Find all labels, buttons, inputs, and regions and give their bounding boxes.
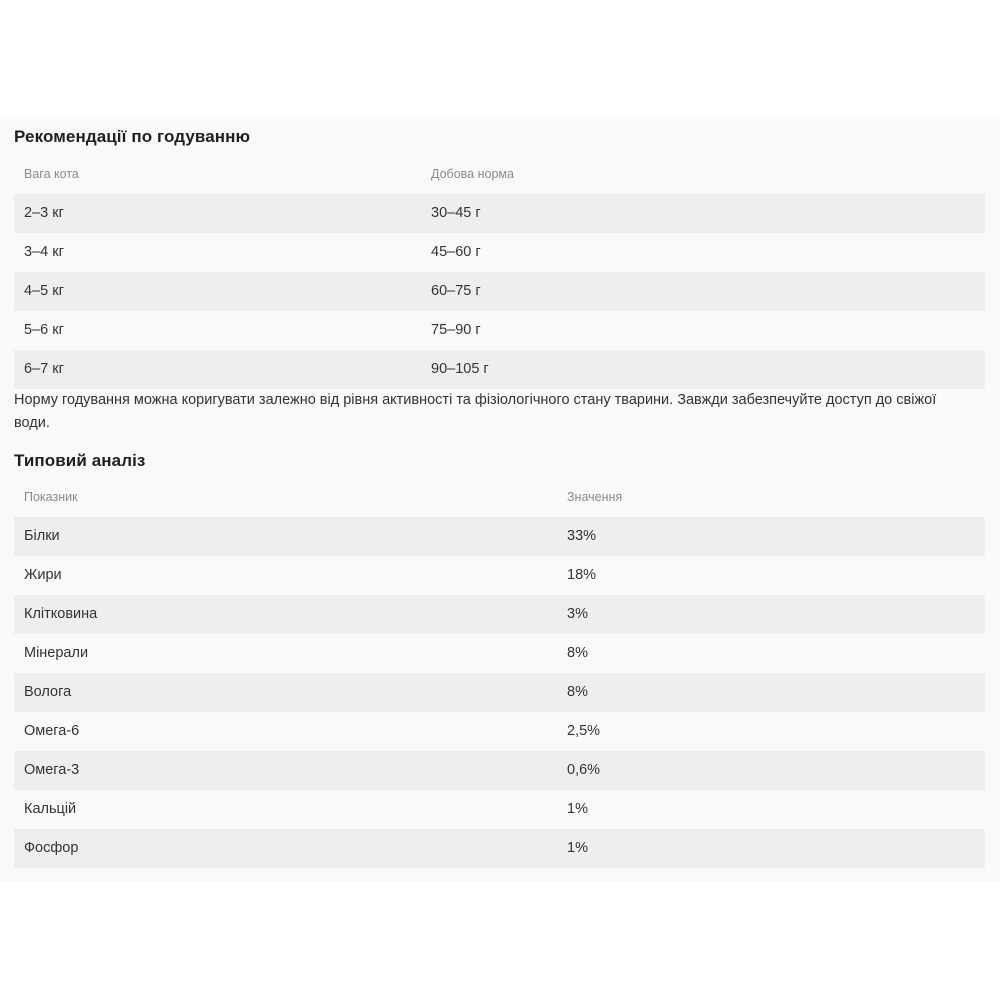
analysis-table-header — [14, 478, 985, 517]
table-row — [14, 673, 985, 712]
indicator-cell: Омега-3 — [24, 762, 80, 778]
value-cell: 1% — [567, 840, 588, 856]
value-cell: 18% — [567, 567, 597, 583]
weight-cell: 6–7 кг — [24, 361, 64, 377]
table-row — [14, 634, 985, 673]
analysis-table — [14, 478, 985, 868]
weight-cell: 3–4 кг — [24, 244, 64, 260]
table-row — [14, 311, 985, 350]
daily-cell: 60–75 г — [431, 283, 481, 299]
feeding-section-title: Рекомендації по годуванню — [14, 127, 251, 146]
table-row — [14, 712, 985, 751]
table-row — [14, 350, 985, 389]
daily-cell: 90–105 г — [431, 361, 489, 377]
feeding-table — [14, 155, 985, 389]
table-row — [14, 595, 985, 634]
indicator-cell: Мінерали — [24, 645, 89, 661]
value-cell: 33% — [567, 528, 597, 544]
table-row — [14, 829, 985, 868]
value-cell: 2,5% — [567, 723, 601, 739]
table-row — [14, 233, 985, 272]
value-cell: 8% — [567, 684, 588, 700]
content-panel — [0, 117, 1000, 882]
indicator-column-header: Показник — [24, 490, 78, 504]
table-row — [14, 556, 985, 595]
weight-cell: 2–3 кг — [24, 205, 64, 221]
weight-column-header: Вага кота — [24, 167, 79, 181]
value-cell: 0,6% — [567, 762, 601, 778]
indicator-cell: Фосфор — [24, 840, 79, 856]
daily-cell: 45–60 г — [431, 244, 481, 260]
table-row — [14, 751, 985, 790]
feeding-table-header — [14, 155, 985, 194]
weight-cell: 4–5 кг — [24, 283, 64, 299]
indicator-cell: Білки — [24, 528, 60, 544]
indicator-cell: Волога — [24, 684, 72, 700]
indicator-cell: Кальцій — [24, 801, 77, 817]
indicator-cell: Клітковина — [24, 606, 98, 622]
value-cell: 8% — [567, 645, 588, 661]
analysis-section-title: Типовий аналіз — [14, 451, 146, 470]
table-row — [14, 517, 985, 556]
weight-cell: 5–6 кг — [24, 322, 64, 338]
table-row — [14, 790, 985, 829]
indicator-cell: Жири — [24, 567, 62, 583]
daily-cell: 75–90 г — [431, 322, 481, 338]
value-cell: 3% — [567, 606, 588, 622]
table-row — [14, 194, 985, 233]
value-column-header: Значення — [567, 490, 623, 504]
daily-cell: 30–45 г — [431, 205, 481, 221]
daily-column-header: Добова норма — [431, 167, 514, 181]
feeding-note: Норму годування можна коригувати залежно від рівня активності та фізіологічного стану тварини. Завжди забезпечуйте доступ до свіжої води. — [14, 392, 937, 431]
indicator-cell: Омега-6 — [24, 723, 80, 739]
table-row — [14, 272, 985, 311]
value-cell: 1% — [567, 801, 588, 817]
